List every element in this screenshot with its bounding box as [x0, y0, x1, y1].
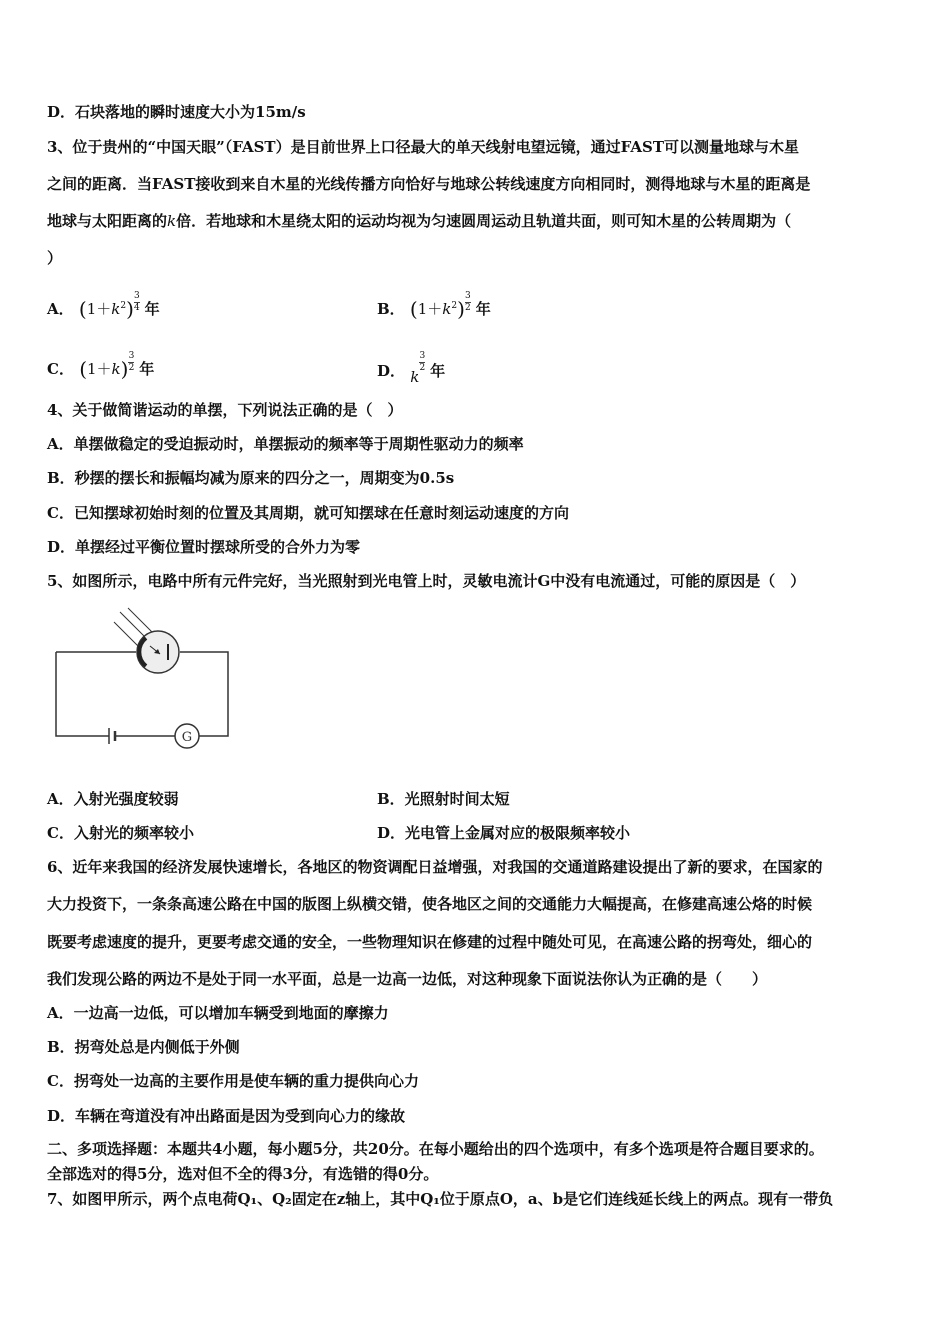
q3-option-b-formula: $(1+k^2)$ $\frac{3}{2}$	[409, 291, 471, 321]
q3-option-c-unit: 年	[139, 360, 155, 378]
q4-option-c: C．已知摆球初始时刻的位置及其周期，就可知摆球在任意时刻运动速度的方向	[47, 504, 569, 522]
q4-option-d: D．单摆经过平衡位置时摆球所受的合外力为零	[47, 538, 361, 556]
q6-option-c: C．拐弯处一边高的主要作用是使车辆的重力提供向心力	[47, 1072, 419, 1090]
q5-option-b: B．光照射时间太短	[377, 790, 510, 808]
q6-stem-line-1: 6、近年来我国的经济发展快速增长，各地区的物资调配日益增强，对我国的交通道路建设提出了新的要求，在国家的	[47, 858, 823, 876]
photocell-circuit-diagram	[48, 600, 238, 750]
section-2-heading-line-2: 全部选对的得5分，选对但不全的得3分，有选错的得0分。	[47, 1165, 439, 1183]
q3-option-c-label: C．	[47, 360, 74, 378]
q6-stem-line-3: 既要考虑速度的提升，更要考虑交通的安全，一些物理知识在修建的过程中随处可见，在高速公路的拐弯处，细心的	[47, 933, 813, 951]
galvanometer	[175, 724, 199, 748]
q3-option-a-label: A．	[47, 300, 74, 318]
q4-option-b: B．秒摆的摆长和振幅均减为原来的四分之一，周期变为0.5s	[47, 469, 455, 487]
q2-option-d: D．石块落地的瞬时速度大小为15m/s	[47, 103, 306, 121]
q5-option-a: A．入射光强度较弱	[47, 790, 179, 808]
q3-k-var: k	[167, 212, 177, 230]
q3-stem-line-2: 之间的距离．当FAST接收到来自木星的光线传播方向恰好与地球公转线速度方向相同时，测得地球与木星的距离是	[47, 175, 811, 193]
q3-option-a	[47, 292, 160, 319]
q3-option-d-label: D．	[377, 362, 406, 380]
q7-stem-line-1: 7、如图甲所示，两个点电荷Q₁、Q₂固定在z轴上，其中Q₁位于原点O，a、b是它们连线延长线上的两点。现有一带负	[47, 1190, 834, 1208]
q3-option-c-formula: (1＋k) $\frac{3}{2}$	[79, 351, 135, 381]
q3-option-b	[377, 292, 491, 319]
q5-option-c: C．入射光的频率较小	[47, 824, 194, 842]
q3-stem-line-3	[47, 211, 791, 231]
q3-option-d-unit: 年	[430, 362, 446, 380]
q3-option-b-label: B．	[377, 300, 405, 318]
q3-option-a-unit: 年	[144, 300, 160, 318]
section-2-heading-line-1: 二、多项选择题：本题共4小题，每小题5分，共20分。在每小题给出的四个选项中，有多个选项是符合题目要求的。	[47, 1140, 824, 1158]
q4-option-a: A．单摆做稳定的受迫振动时，单摆振动的频率等于周期性驱动力的频率	[47, 435, 524, 453]
q3-stem-line-3-post: 倍．若地球和木星绕太阳的运动均视为匀速圆周运动且轨道共面，则可知木星的公转周期为（	[176, 212, 792, 230]
q6-option-b: B．拐弯处总是内侧低于外侧	[47, 1038, 240, 1056]
q6-option-a: A．一边高一边低，可以增加车辆受到地面的摩擦力	[47, 1004, 389, 1022]
q4-stem: 4、关于做简谐运动的单摆，下列说法正确的是（ ）	[47, 401, 403, 419]
q6-option-d: D．车辆在弯道没有冲出路面是因为受到向心力的缘故	[47, 1107, 406, 1125]
q5-option-d: D．光电管上金属对应的极限频率较小	[377, 824, 631, 842]
q3-option-d-formula: k $\frac{3}{2}$	[410, 351, 426, 386]
q3-stem-line-1: 3、位于贵州的“中国天眼”（FAST）是目前世界上口径最大的单天线射电望远镜，通过FAST可以测量地球与木星	[47, 138, 800, 156]
q3-stem-line-3-pre: 地球与太阳距离的	[47, 212, 168, 230]
q3-option-b-unit: 年	[475, 300, 491, 318]
q3-option-d	[377, 352, 445, 387]
galvanometer-label: G	[181, 730, 193, 745]
q6-stem-line-2: 大力投资下，一条条高速公路在中国的版图上纵横交错，使各地区之间的交通能力大幅提高，在修建高速公烙的时候	[47, 895, 813, 913]
q6-stem-line-4: 我们发现公路的两边不是处于同一水平面，总是一边高一边低，对这种现象下面说法你认为正确的是（ ）	[47, 970, 768, 988]
q3-option-c	[47, 352, 154, 379]
phototube	[137, 631, 179, 673]
q3-stem-line-4: ）	[47, 249, 63, 267]
battery	[109, 728, 115, 744]
q5-stem: 5、如图所示，电路中所有元件完好，当光照射到光电管上时，灵敏电流计G中没有电流通过，可能的原因是（ ）	[47, 572, 806, 590]
q3-option-a-formula: $(1+k^2)$ $\frac{3}{4}$	[78, 291, 140, 321]
